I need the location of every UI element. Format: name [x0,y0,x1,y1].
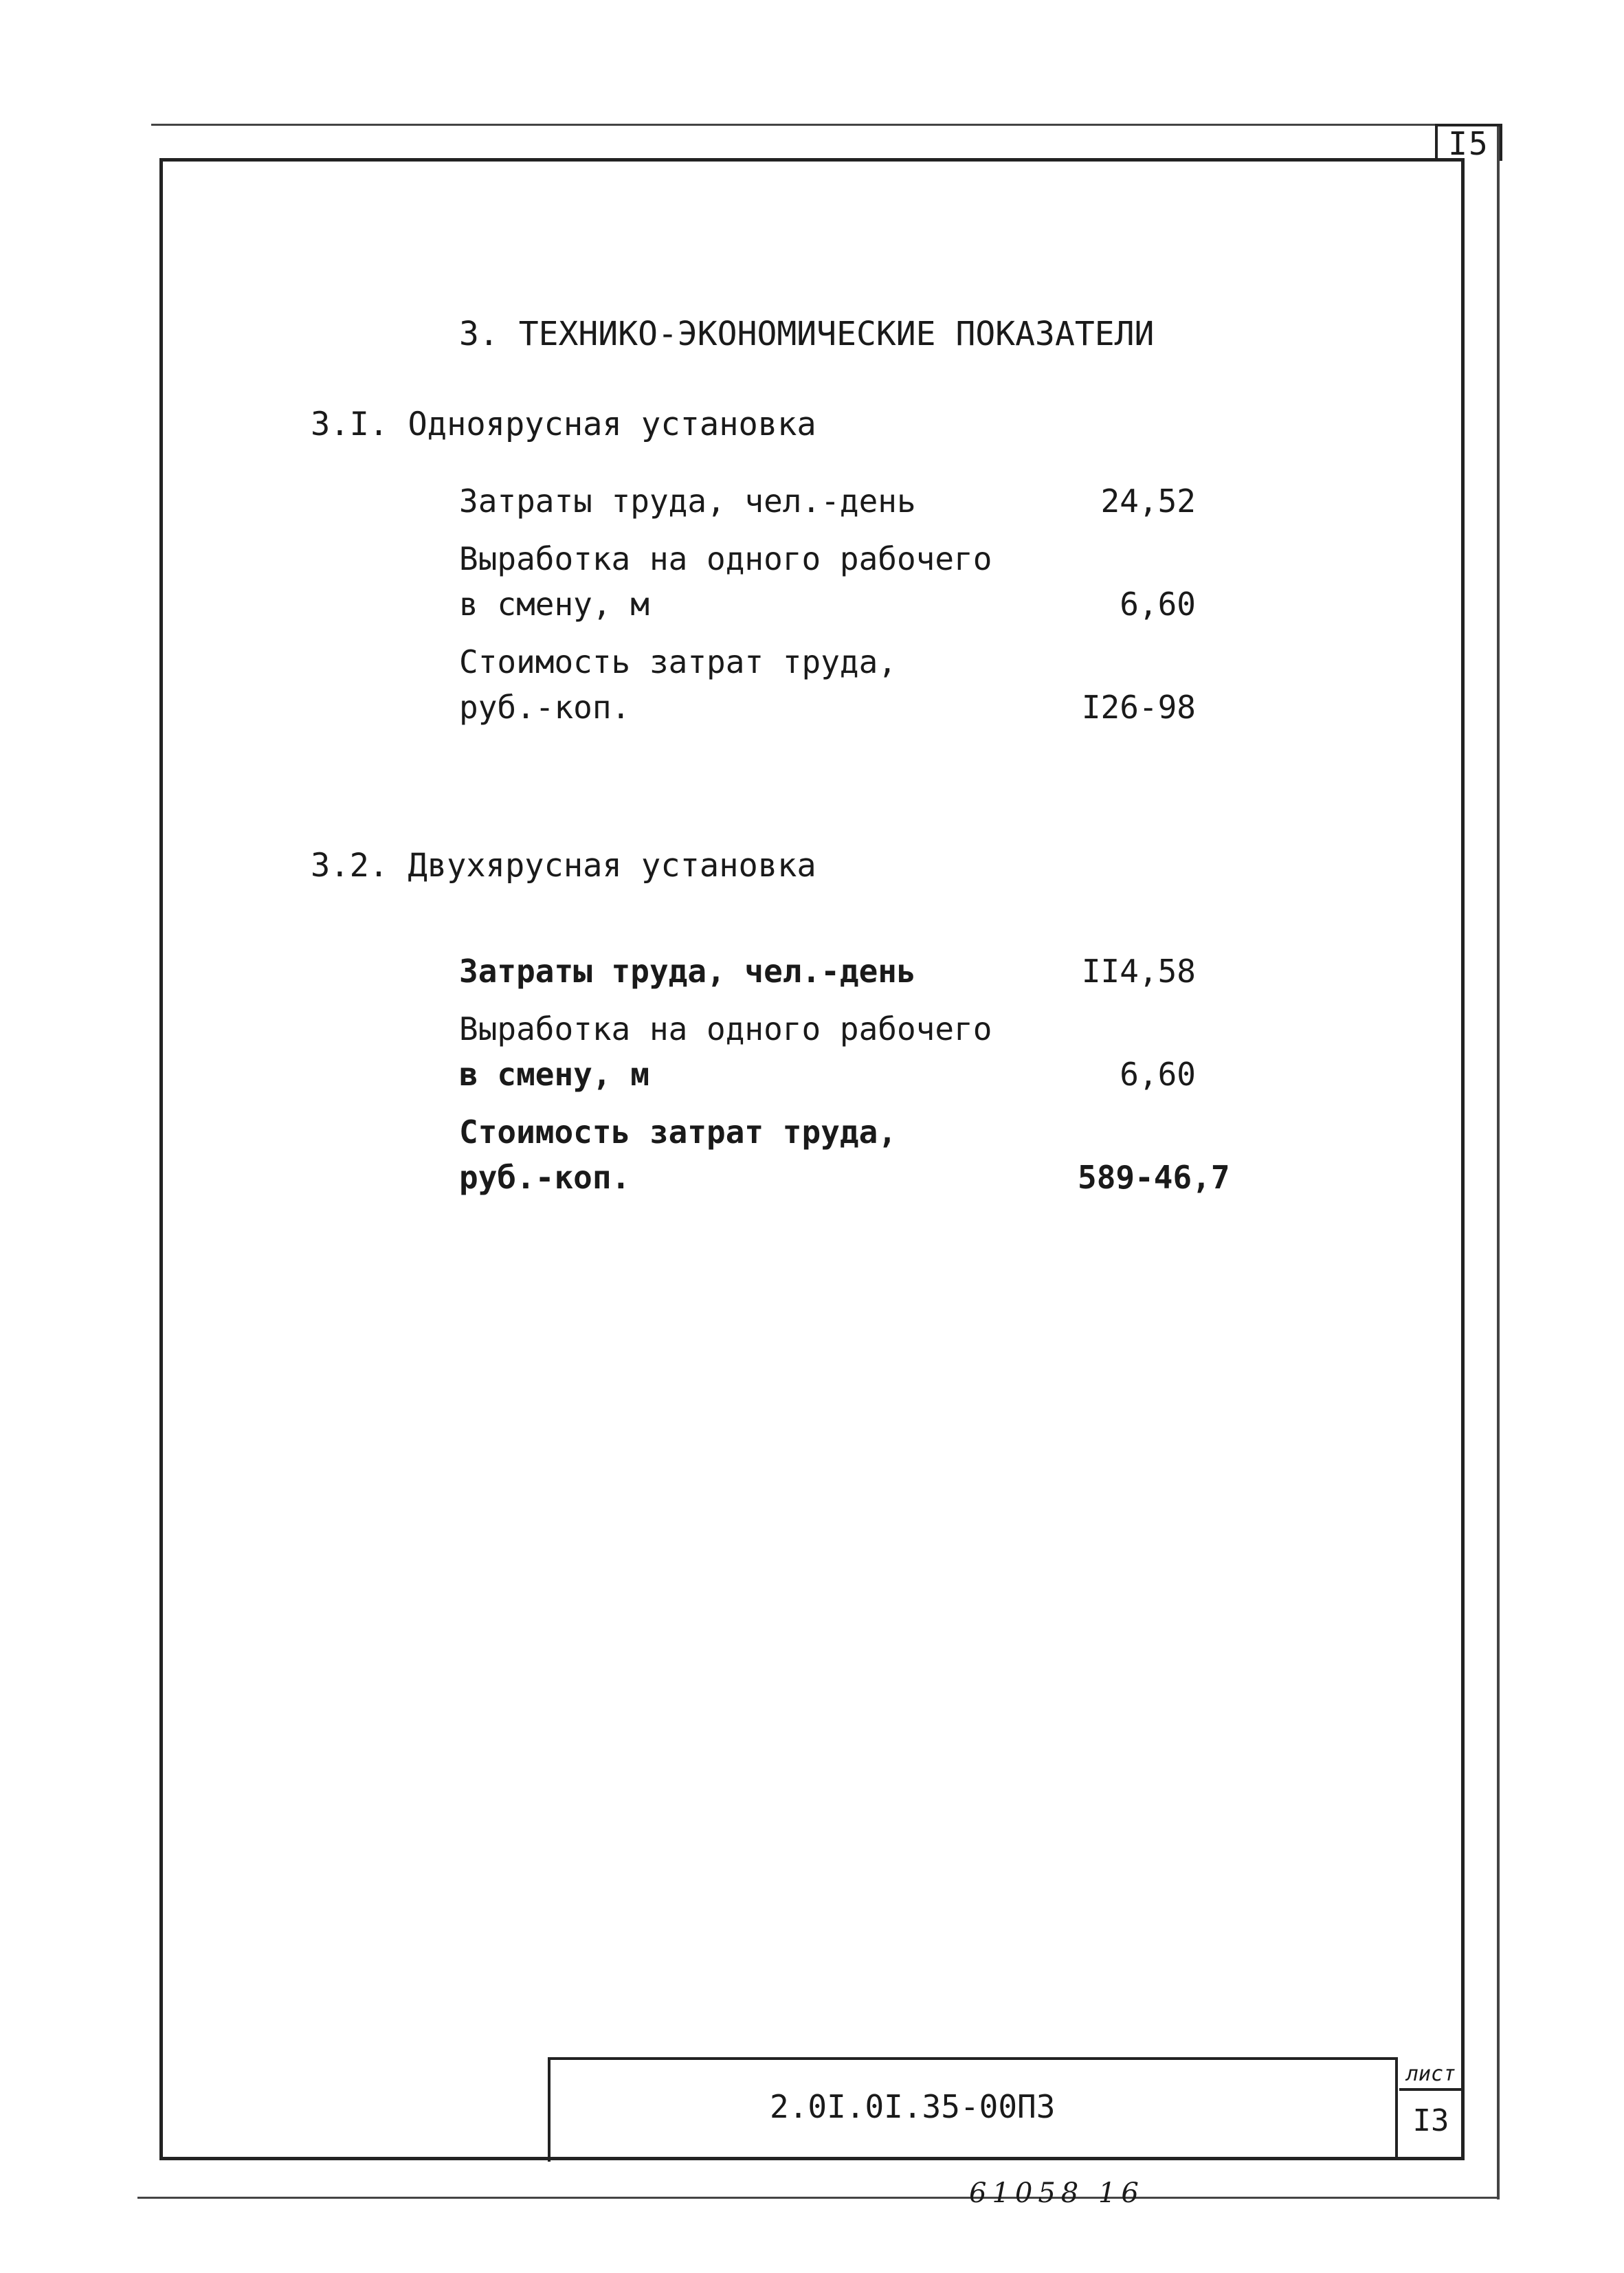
sub1-labor-cost-value: 24,52 [1100,483,1196,520]
corner-page-number: I5 [1435,124,1502,161]
sub1-labor-price-label-line2: руб.-коп. [459,689,631,726]
sub1-labor-price-value: I26-98 [1081,689,1196,726]
sheet-number: I3 [1412,2103,1449,2138]
sub1-output-value: 6,60 [1120,586,1196,623]
bottom-outer-line [137,2197,1498,2199]
sub1-labor-price-label-line1: Стоимость затрат труда, [459,643,897,680]
sub1-output-label-line2: в смену, м [459,586,649,623]
frame-right-line [1461,158,1465,2160]
sub2-output-label-line1: Выработка на одного рабочего [459,1010,992,1047]
sub1-labor-cost-label: Затраты труда, чел.-день [459,483,916,520]
document-code: 2.0I.0I.35-00ПЗ [770,2088,1056,2125]
top-outer-line [151,124,1436,126]
sub1-output-label-line1: Выработка на одного рабочего [459,540,992,577]
sub2-labor-price-label-line1: Стоимость затрат труда, [459,1113,897,1151]
frame-left-line [159,158,163,2160]
subsection-2-title: 3.2. Двухярусная установка [311,847,816,885]
sub2-output-label-line2: в смену, м [459,1056,649,1093]
handwritten-note: 61058 16 [969,2177,1144,2209]
outer-right-line [1497,124,1500,2199]
sheet-label: лист [1399,2061,1462,2091]
sub2-labor-price-value: 589-46,7 [1078,1159,1230,1196]
sub2-labor-cost-value: II4,58 [1081,953,1196,990]
section-title: 3. ТЕХНИКО-ЭКОНОМИЧЕСКИЕ ПОКАЗАТЕЛИ [459,315,1155,353]
subsection-1-title: 3.I. Одноярусная установка [311,406,816,443]
sub2-labor-price-label-line2: руб.-коп. [459,1159,631,1196]
sub2-output-value: 6,60 [1120,1056,1196,1093]
sub2-labor-cost-label: Затраты труда, чел.-день [459,953,916,990]
frame-top-line [159,158,1464,162]
